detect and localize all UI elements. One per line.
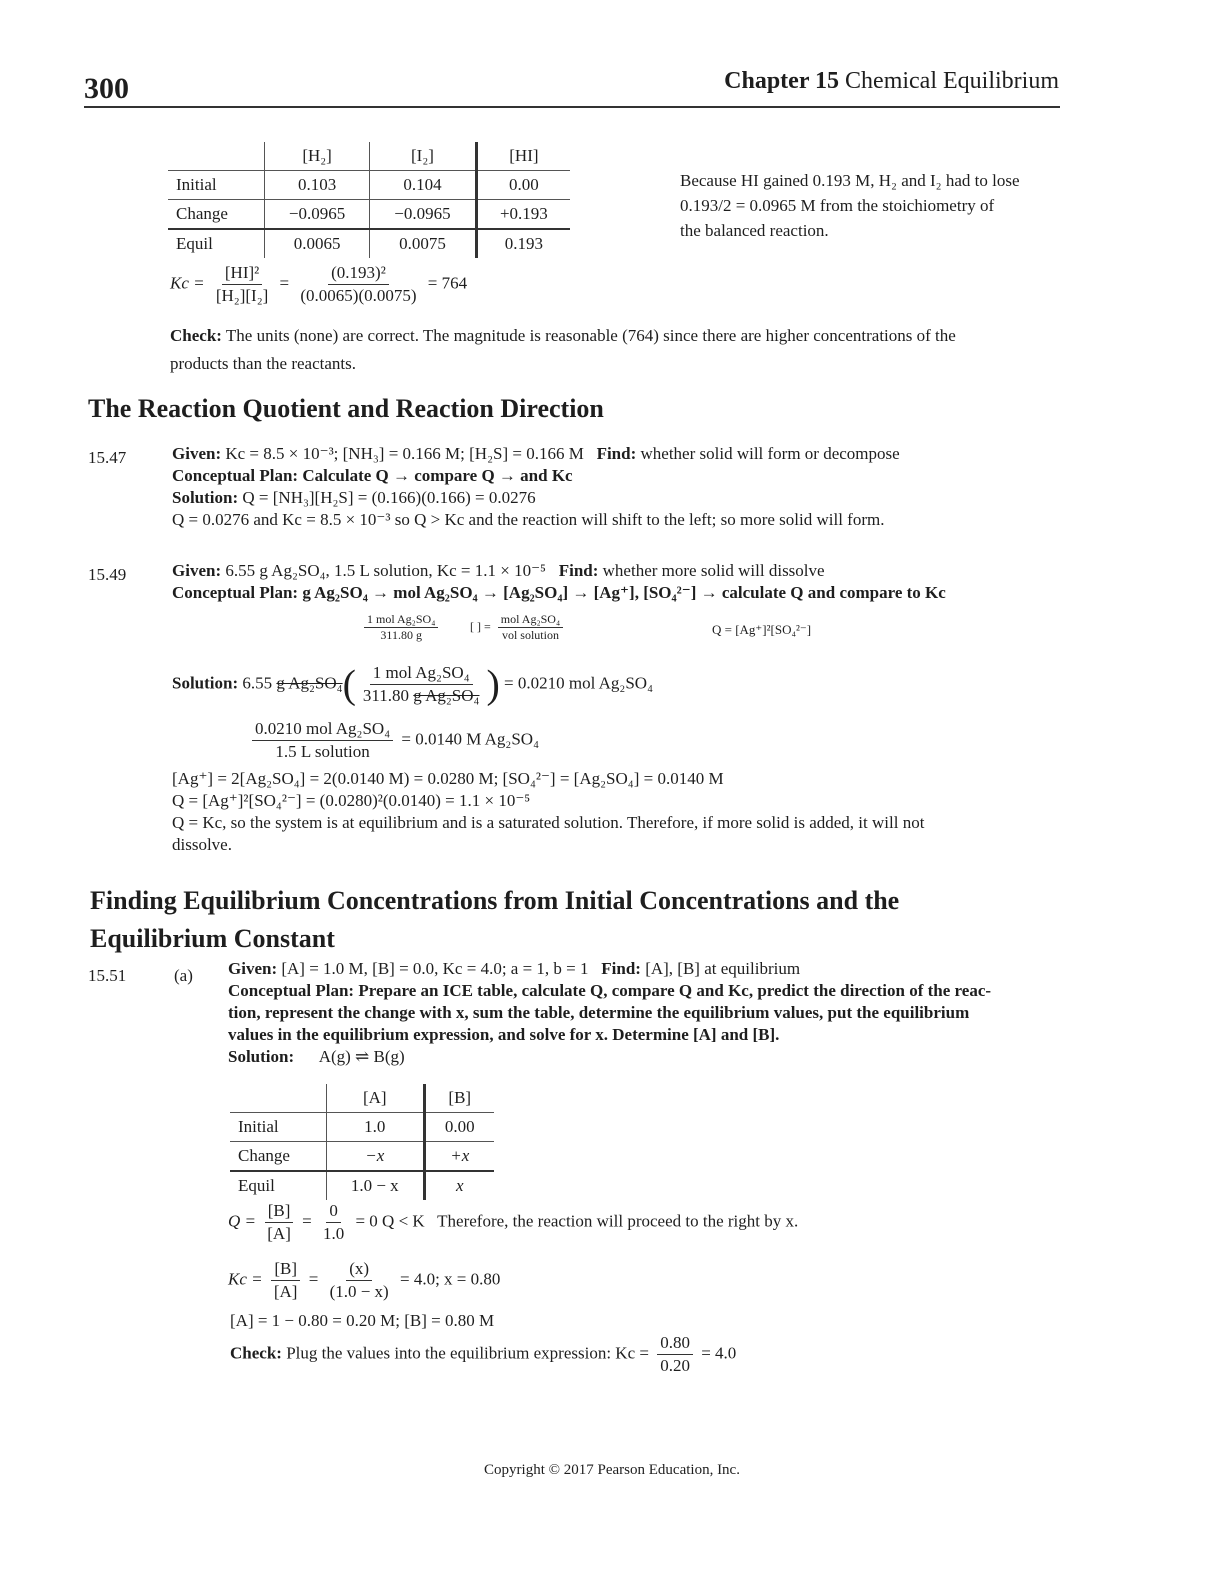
problem-15-47	[172, 443, 900, 531]
table-header: [B]	[424, 1084, 494, 1113]
denominator: [A]	[267, 1224, 291, 1243]
given-label: Given:	[172, 561, 222, 580]
q-label: Q =	[228, 1211, 256, 1231]
plan-text: g Ag₂SO₄ → mol Ag₂SO₄ → [Ag₂SO₄] → [Ag⁺], [SO₄²⁻] → calculate Q and compare to Kc	[302, 583, 946, 602]
check-paragraph	[170, 322, 1050, 378]
solution-mass-conversion: Solution: 6.55 g Ag₂SO₄( $\frac{\text{1 mol Ag₂SO₄}}{\text{311.80 g Ag₂SO₄}}$ ) = 0.0210 mol Ag₂SO₄	[172, 661, 654, 707]
table-row	[168, 171, 570, 200]
denominator: vol solution	[501, 628, 559, 642]
given-label: Given:	[228, 959, 278, 978]
check-text: Plug the values into the equilibrium expression: Kc =	[286, 1343, 649, 1363]
numerator: 0.80	[657, 1332, 693, 1355]
result: = 764	[427, 273, 468, 293]
problem-number: 15.47	[88, 448, 127, 467]
plan-step-2	[470, 612, 567, 643]
numerator: 1 mol Ag₂SO₄	[364, 612, 438, 628]
note-line: 0.193/2 = 0.0965 M from the stoichiometry of	[680, 196, 995, 215]
problem-number: 15.49	[88, 565, 127, 584]
solution-text: Q = [NH₃][H₂S] = (0.166)(0.166) = 0.0276	[242, 488, 536, 507]
given-text: [A] = 1.0 M, [B] = 0.0, Kc = 4.0; a = 1, b = 1	[281, 959, 589, 978]
problem-15-49	[172, 560, 946, 604]
solution-label: Solution:	[172, 673, 239, 693]
note-line: the balanced reaction.	[680, 221, 829, 240]
chapter-heading	[724, 68, 1059, 95]
plan-text: Calculate Q → compare Q → and Kc	[302, 466, 573, 485]
plan-text: Conceptual Plan: Prepare an ICE table, calculate Q, compare Q and Kc, predict the direction of the reac-	[228, 981, 992, 1000]
cell: +x	[424, 1142, 494, 1172]
problem-15-51	[228, 958, 1078, 1068]
denominator: [A]	[273, 1282, 298, 1301]
plan-step-3: Q = [Ag⁺]²[SO₄²⁻]	[712, 622, 812, 637]
molar-mass: 311.80	[362, 686, 410, 705]
q-line: Q = [Ag⁺]²[SO₄²⁻] = (0.0280)²(0.0140) = 1.1 × 10⁻⁵	[172, 791, 531, 810]
find-text: whether solid will form or decompose	[640, 444, 900, 463]
q-note: Therefore, the reaction will proceed to the right by x.	[437, 1211, 799, 1231]
result: = 0.0210 mol Ag₂SO₄	[504, 673, 654, 693]
table-row	[230, 1171, 494, 1200]
kc-label: Kc =	[228, 1269, 263, 1289]
table-header: [H₂]	[265, 142, 370, 171]
denominator: 1.0	[322, 1224, 345, 1243]
ice-table-hi	[168, 142, 570, 258]
cell: 0.0065	[265, 229, 370, 258]
cell: +0.193	[476, 200, 570, 230]
cell: 0.103	[265, 171, 370, 200]
plan-text: tion, represent the change with x, sum the table, determine the equilibrium values, put the equilibrium	[228, 1003, 970, 1022]
find-label: Find:	[558, 561, 599, 580]
numerator: (0.193)²	[328, 262, 389, 285]
reaction-equation: A(g) ⇌ B(g)	[318, 1047, 405, 1066]
ice-table-ab	[230, 1084, 494, 1200]
given-text: 6.55 g Ag₂SO₄, 1.5 L solution, Kc = 1.1 × 10⁻⁵	[225, 561, 546, 580]
numerator: mol Ag₂SO₄	[498, 612, 563, 628]
numerator: 0.0210 mol Ag₂SO₄	[252, 718, 393, 741]
check-2	[230, 1332, 736, 1377]
numerator: (x)	[346, 1258, 372, 1281]
solution-label: Solution:	[228, 1047, 295, 1066]
heading-line: Finding Equilibrium Concentrations from Initial Concentrations and the	[90, 886, 900, 915]
cell: 0.00	[476, 171, 570, 200]
cell: 1.0 − x	[327, 1171, 425, 1200]
ion-concentration-line: [Ag⁺] = 2[Ag₂SO₄] = 2(0.0140 M) = 0.0280 M; [SO₄²⁻] = [Ag₂SO₄] = 0.0140 M	[172, 769, 724, 788]
cell: −x	[327, 1142, 425, 1172]
side-note	[680, 168, 1020, 243]
find-text: [A], [B] at equilibrium	[645, 959, 801, 978]
page-number: 300	[84, 72, 129, 105]
table-header: [I₂]	[370, 142, 477, 171]
given-label: Given:	[172, 444, 222, 463]
plan-label: Conceptual Plan:	[172, 466, 299, 485]
plan-label: Conceptual Plan:	[172, 583, 299, 602]
table-header	[230, 1084, 327, 1113]
kc-label: Kc =	[170, 273, 205, 293]
result: = 4.0	[701, 1343, 737, 1363]
cell: −0.0965	[370, 200, 477, 230]
row-label: Initial	[168, 171, 265, 200]
conclusion-text: Q = Kc, so the system is at equilibrium and is a saturated solution. Therefore, if more solid is added, it will not	[172, 813, 925, 832]
table-header	[168, 142, 265, 171]
table-row	[230, 1113, 494, 1142]
bracket-eq: [ ] =	[470, 619, 491, 634]
cell: 0.0075	[370, 229, 477, 258]
denominator: 311.80 g	[380, 628, 422, 642]
fraction	[297, 262, 419, 307]
cell: 1.0	[327, 1113, 425, 1142]
solution-label: Solution:	[172, 488, 239, 507]
given-text: Kc = 8.5 × 10⁻³; [NH₃] = 0.166 M; [H₂S] = 0.166 M	[225, 444, 584, 463]
heading-line: Equilibrium Constant	[90, 924, 335, 953]
row-label: Equil	[168, 229, 265, 258]
check-text: products than the reactants.	[170, 354, 356, 373]
chapter-title: Chemical Equilibrium	[845, 68, 1059, 94]
row-label: Initial	[230, 1113, 327, 1142]
row-label: Change	[230, 1142, 327, 1172]
chapter-label: Chapter 15	[724, 68, 840, 94]
denominator: 1.5 L solution	[275, 742, 370, 761]
cell: x	[424, 1171, 494, 1200]
row-label: Equil	[230, 1171, 327, 1200]
find-text: whether more solid will dissolve	[602, 561, 825, 580]
numerator: 0	[326, 1200, 341, 1223]
kc-equation-2: Kc = $\frac{[B]}{[A]}$ = $\frac{(x)}{(1.0 - x)}$ = 4.0; x = 0.80	[228, 1259, 501, 1301]
note-line: Because HI gained 0.193 M, H₂ and I₂ had to lose	[680, 171, 1020, 190]
table-header: [A]	[327, 1084, 425, 1113]
cancelled-unit: g Ag₂SO₄	[276, 673, 343, 693]
mass-value: 6.55	[242, 673, 273, 693]
ion-calcs	[172, 768, 924, 856]
q-equation: Q = $\frac{[B]}{[A]}$ = $\frac{0}{1.0}$ = 0 Q < K Therefore, the reaction will proceed to the right by x.	[228, 1201, 799, 1243]
table-row	[230, 1142, 494, 1172]
check-label: Check:	[170, 326, 222, 345]
result: = 0 Q < K	[355, 1211, 425, 1231]
fraction	[213, 262, 271, 307]
copyright-footer: Copyright © 2017 Pearson Education, Inc.	[484, 1462, 740, 1478]
numerator: [B]	[265, 1200, 294, 1223]
numerator: [B]	[271, 1258, 300, 1281]
find-label: Find:	[596, 444, 637, 463]
cell: 0.00	[424, 1113, 494, 1142]
cell: −0.0965	[265, 200, 370, 230]
check-label: Check:	[230, 1343, 282, 1363]
cancelled-unit: g Ag₂SO₄	[413, 686, 480, 705]
section-heading: The Reaction Quotient and Reaction Direction	[88, 394, 604, 423]
denominator: (1.0 − x)	[329, 1282, 389, 1301]
conclusion-text: Q = 0.0276 and Kc = 8.5 × 10⁻³ so Q > Kc and the reaction will shift to the left; so more solid will form.	[172, 510, 885, 529]
table-header: [HI]	[476, 142, 570, 171]
problem-part: (a)	[174, 966, 193, 985]
check-text: The units (none) are correct. The magnitude is reasonable (764) since there are higher concentrations of the	[225, 326, 956, 345]
cell: 0.104	[370, 171, 477, 200]
cell: 0.193	[476, 229, 570, 258]
kc-equation: Kc = $\frac{\text{[HI]²}}{\text{[H₂][I₂]}}$ = $\frac{\text{(0.193)²}}{(0.0065)(0.0075)}$ = 764	[170, 263, 468, 305]
denominator: [H₂][I₂]	[215, 286, 269, 305]
table-row	[168, 229, 570, 258]
result: = 4.0; x = 0.80	[399, 1269, 501, 1289]
concentration-calc	[248, 718, 539, 763]
row-label: Change	[168, 200, 265, 230]
conclusion-text: dissolve.	[172, 835, 232, 854]
header-rule	[84, 106, 1060, 108]
numerator: 1 mol Ag₂SO₄	[370, 662, 473, 685]
numerator: [HI]²	[222, 262, 262, 285]
plan-text: values in the equilibrium expression, and solve for x. Determine [A] and [B].	[228, 1025, 780, 1044]
section-heading	[90, 882, 899, 958]
denominator: 0.20	[660, 1356, 690, 1375]
find-label: Find:	[601, 959, 641, 978]
problem-number: 15.51	[88, 966, 127, 985]
table-row	[168, 200, 570, 230]
final-concentrations: [A] = 1 − 0.80 = 0.20 M; [B] = 0.80 M	[230, 1311, 495, 1330]
result: = 0.0140 M Ag₂SO₄	[401, 729, 540, 749]
denominator: (0.0065)(0.0075)	[300, 286, 417, 305]
plan-step-1	[360, 612, 442, 643]
